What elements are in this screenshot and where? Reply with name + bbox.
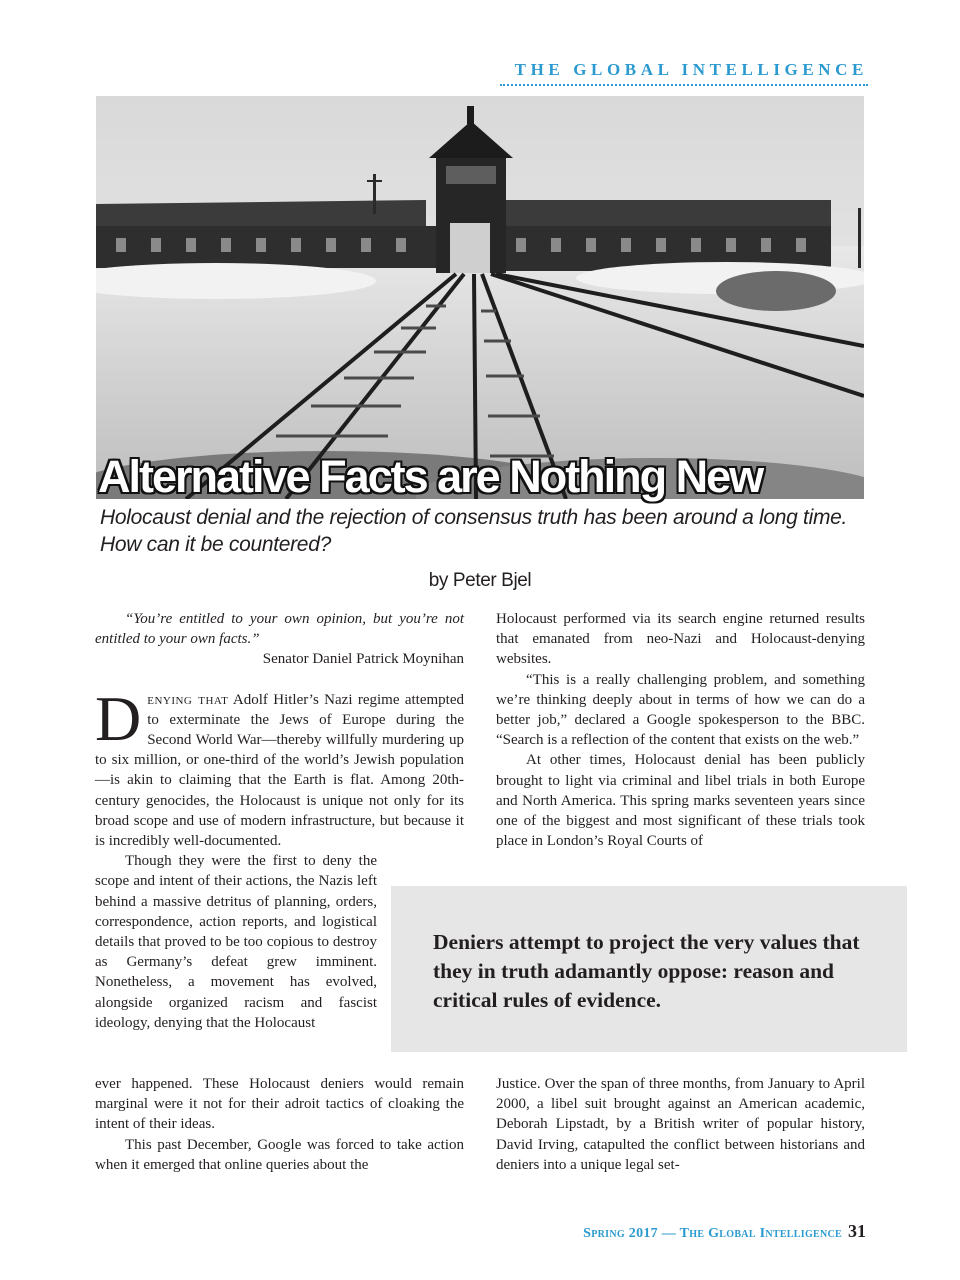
paragraph-search-results: Holocaust performed via its search engine returned results that emanated from neo-Nazi and Holocaust-denying websites. [496,611,865,668]
lead-paragraph [95,682,465,852]
paragraph-trials: At other times, Holocaust denial has been publicly brought to light via criminal and libel trials in both Europe and North America. This spring marks seventeen years since one of the biggest and most significant of these trials took place in London’s Royal Courts of [496,752,865,850]
hero-photo [96,96,864,499]
left-column-bottom [95,1074,464,1175]
pull-quote-box [391,886,907,1052]
lead-paragraph-text: Adolf Hitler’s Nazi regime attempted to exterminate the Jews of Europe during the Second World War—thereby willfully murdering up to six million, or one-third of the world’s Jewish population—is akin to claiming that the Earth is flat. Among 20th-century genocides, the Holocaust is unique not only for its broad scope and use of modern infrastructure, but because it is incredibly well-documented. [95,691,465,850]
epigraph-quote: “You’re entitled to your own opinion, but you’re not entitled to your own facts.” [95,611,464,648]
paragraph-google-quote: “This is a really challenging problem, and something we’re thinking deeply about in terms of how we can do a better job,” declared a Google spokesperson to the BBC. “Search is a reflection of the content that exists on the web.” [496,671,865,749]
headline: Alternative Facts are Nothing New [98,451,763,502]
masthead-rule [500,84,868,86]
deck-subtitle: Holocaust denial and the rejection of consensus truth has been around a long time. How can it be countered? [100,506,848,556]
footer-issue: Spring 2017 — The Global Intelligence [583,1226,842,1241]
paragraph-libel-suit: Justice. Over the span of three months, from January to April 2000, a libel suit brought against an American academic, Deborah Lipstadt, by a British writer of popular history, David Irving, catapulted the conflict between historians and deniers into a unique legal set- [496,1076,865,1173]
drop-cap: D [95,682,142,754]
pull-quote: Deniers attempt to project the very values that they in truth adamantly oppose: reason and critical rules of evidence. [433,930,860,1012]
lead-in: enying that [147,691,229,708]
epigraph-attribution: Senator Daniel Patrick Moynihan [262,651,464,668]
page-footer [500,1221,866,1242]
masthead: THE GLOBAL INTELLIGENCE [514,60,868,79]
paragraph-google: This past December, Google was forced to take action when it emerged that online queries about the [95,1136,464,1173]
page-number: 31 [848,1221,866,1241]
right-column-bottom [496,1074,865,1175]
byline: by Peter Bjel [428,570,532,591]
paragraph-nazi-records: Though they were the first to deny the scope and intent of their actions, the Nazis left behind a massive detritus of planning, orders, correspondence, action reports, and logistical details that proved to be too copious to destroy as Germany’s defeat grew imminent. Nonetheless, a movement has evolved, alongside organized racism and fascist ideology, denying that the Holocaust [95,853,377,1031]
paragraph-deniers: ever happened. These Holocaust deniers would remain marginal were it not for their adroit tactics of cloaking the intent of their ideas. [95,1076,464,1133]
right-column-top [496,609,865,851]
